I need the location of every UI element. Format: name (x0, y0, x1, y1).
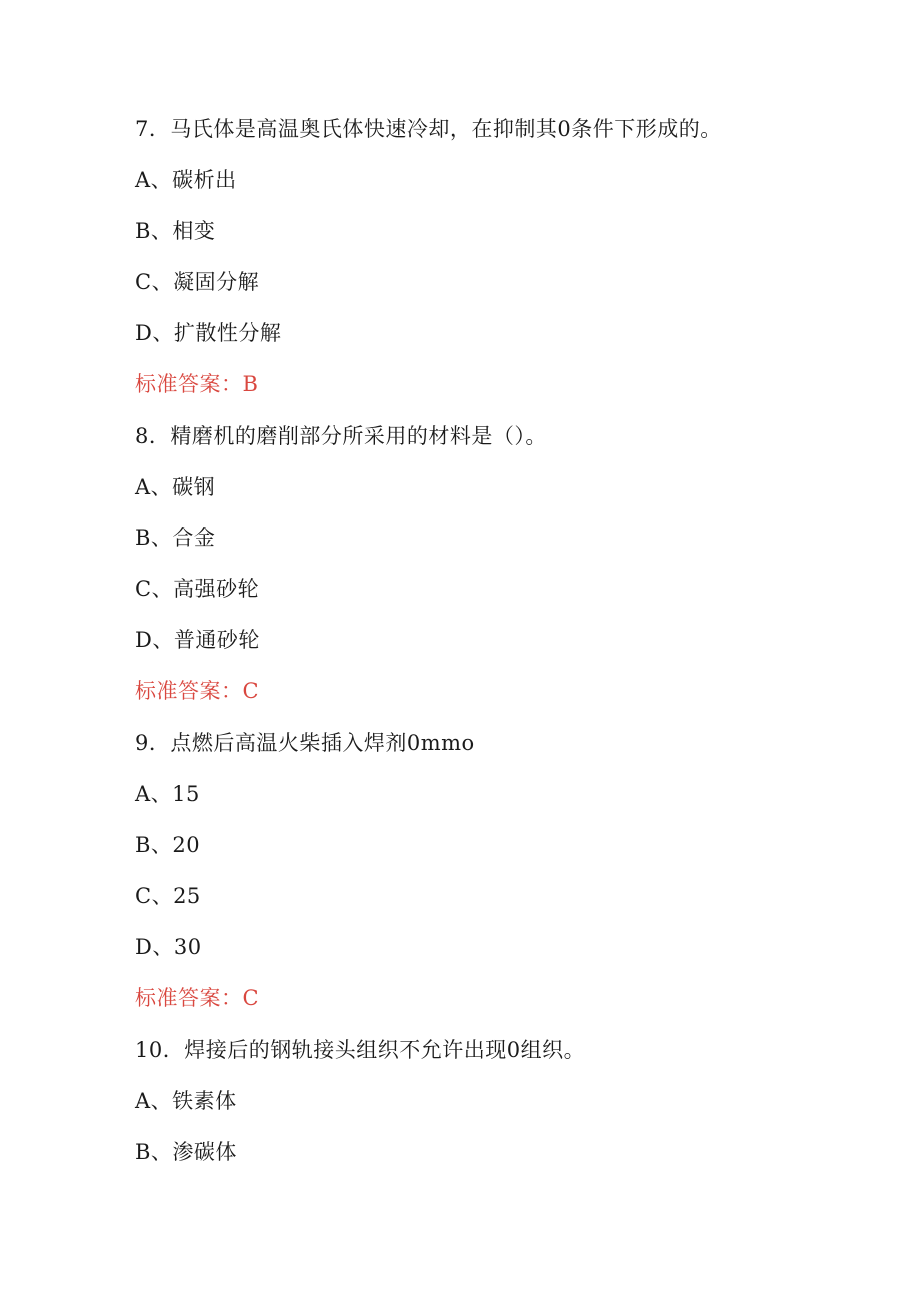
question-9-option-c: C、25 (135, 884, 201, 908)
question-9-answer: 标准答案：C (135, 986, 260, 1010)
question-8-option-c: C、高强砂轮 (135, 577, 260, 601)
question-9-option-a: A、15 (135, 782, 200, 806)
question-8-option-a: A、碳钢 (135, 475, 216, 499)
question-9-option-b: B、20 (135, 833, 201, 857)
question-7-option-c: C、凝固分解 (135, 270, 260, 294)
question-9-option-d: D、30 (135, 935, 202, 959)
question-10-option-a: A、铁素体 (135, 1089, 237, 1113)
question-10-text: 10．焊接后的钢轨接头组织不允许出现0组织。 (135, 1038, 586, 1062)
question-7-text: 7．马氏体是高温奥氏体快速冷却，在抑制其0条件下形成的。 (135, 117, 722, 141)
question-8-answer: 标准答案：C (135, 679, 260, 703)
question-7-option-a: A、碳析出 (135, 168, 237, 192)
question-10-option-b: B、渗碳体 (135, 1140, 237, 1164)
question-8-option-b: B、合金 (135, 526, 216, 550)
question-7-answer: 标准答案：B (135, 372, 259, 396)
question-7-option-b: B、相变 (135, 219, 216, 243)
question-8-text: 8．精磨机的磨削部分所采用的材料是（）。 (135, 424, 547, 448)
question-8-option-d: D、普通砂轮 (135, 628, 260, 652)
question-7-option-d: D、扩散性分解 (135, 321, 282, 345)
question-9-text: 9．点燃后高温火柴插入焊剂0mmo (135, 731, 475, 755)
